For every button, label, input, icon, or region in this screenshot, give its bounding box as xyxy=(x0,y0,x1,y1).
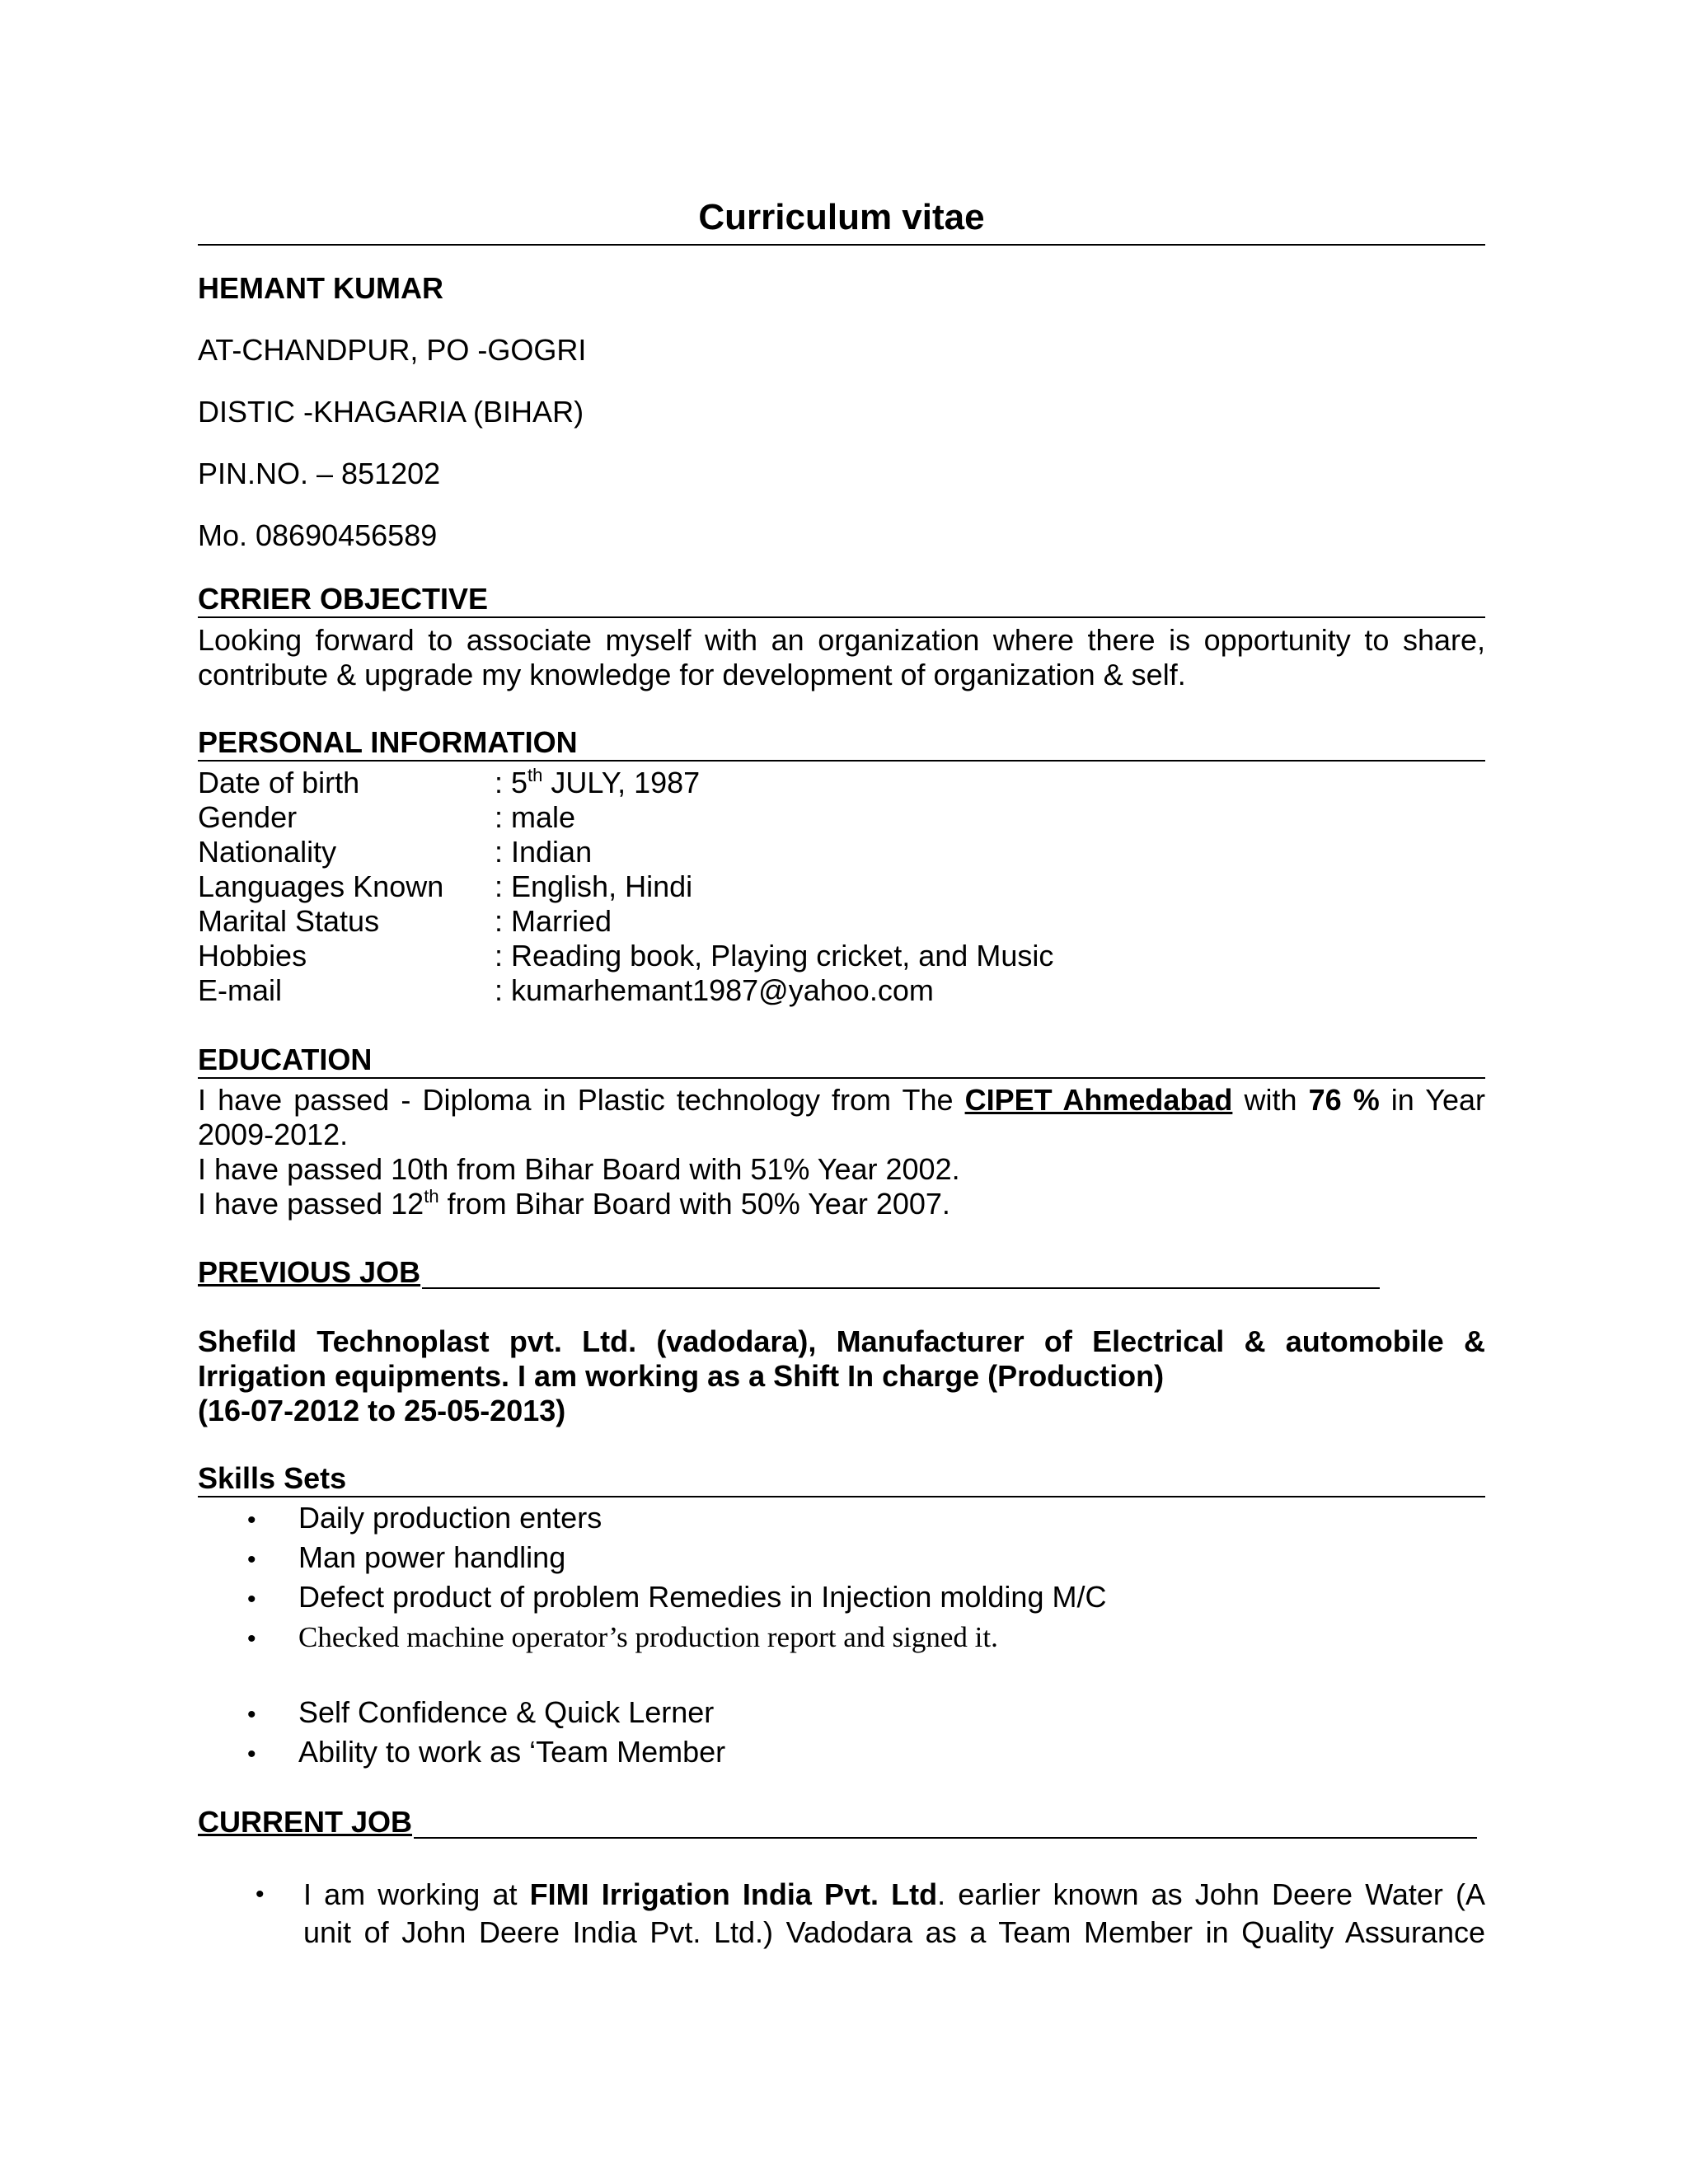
current-job-heading: CURRENT JOB xyxy=(198,1805,413,1839)
personal-row xyxy=(198,869,692,904)
diploma-with: with xyxy=(1232,1083,1309,1117)
current-job-rule xyxy=(414,1837,1477,1839)
address-line-2: DISTIC -KHAGARIA (BIHAR) xyxy=(198,395,584,429)
twelfth-suffix: from Bihar Board with 50% Year 2007. xyxy=(438,1187,950,1221)
objective-text: Looking forward to associate myself with an organization where there is opportunity to share, contribute & upgrade my knowledge for development of organization & self. xyxy=(198,623,1485,691)
education-tenth: I have passed 10th from Bihar Board with 51% Year 2002. xyxy=(198,1152,960,1186)
twelfth-sup: th xyxy=(424,1186,439,1207)
personal-info-heading: PERSONAL INFORMATION xyxy=(198,725,1485,762)
personal-label: Marital Status xyxy=(198,904,380,938)
personal-row xyxy=(198,973,934,1008)
dob-value-sup: th xyxy=(528,765,543,785)
dob-value-prefix: : 5 xyxy=(495,766,528,799)
candidate-name: HEMANT KUMAR xyxy=(198,271,443,305)
skill-text: Man power handling xyxy=(298,1540,566,1574)
previous-job-line-2: Irrigation equipments. I am working as a Shift In charge (Production) xyxy=(198,1359,1165,1393)
skill-text: Self Confidence & Quick Lerner xyxy=(298,1695,715,1729)
dob-label: Date of birth xyxy=(198,766,360,799)
current-job-prefix: I am working at xyxy=(303,1877,530,1911)
personal-label: Hobbies xyxy=(198,939,307,972)
personal-value: : Married xyxy=(495,904,612,938)
list-item xyxy=(247,1498,602,1540)
skill-text: Checked machine operator’s production report and signed it. xyxy=(298,1621,998,1653)
education-heading: EDUCATION xyxy=(198,1043,1485,1079)
address-line-1: AT-CHANDPUR, PO -GOGRI xyxy=(198,333,587,367)
diploma-percent: 76 % xyxy=(1308,1083,1380,1117)
pin-code: PIN.NO. – 851202 xyxy=(198,457,441,490)
diploma-suffix: in Year xyxy=(1379,1083,1485,1117)
current-job-line1-suffix: . earlier known as John Deere Water (A xyxy=(937,1877,1486,1911)
previous-job-line-1: Shefild Technoplast pvt. Ltd. (vadodara), Manufacturer of Electrical & automobile & xyxy=(198,1324,1485,1358)
personal-value: : English, Hindi xyxy=(495,869,693,903)
mobile-number: Mo. 08690456589 xyxy=(198,518,438,552)
personal-row xyxy=(198,835,592,869)
bullet-icon: • xyxy=(247,1741,256,1768)
personal-label: Nationality xyxy=(198,835,337,869)
personal-row xyxy=(198,939,1053,973)
education-diploma-years: 2009-2012. xyxy=(198,1118,349,1151)
personal-row xyxy=(198,800,575,835)
previous-job-rule xyxy=(422,1287,1380,1289)
personal-row-dob xyxy=(198,766,700,800)
skill-text: Defect product of problem Remedies in Injection molding M/C xyxy=(298,1580,1107,1614)
personal-row xyxy=(198,904,612,939)
bullet-icon: • xyxy=(247,1701,256,1728)
skill-text: Ability to work as ‘Team Member xyxy=(298,1735,726,1769)
bullet-icon: • xyxy=(247,1625,256,1652)
email-link[interactable]: : kumarhemant1987@yahoo.com xyxy=(495,973,934,1007)
current-job-line-1 xyxy=(303,1876,1485,1914)
bullet-icon: • xyxy=(247,1586,256,1613)
personal-value: : male xyxy=(495,800,576,834)
twelfth-prefix: I have passed 12 xyxy=(198,1187,424,1221)
diploma-prefix: I have passed - Diploma in Plastic technology from The xyxy=(198,1083,965,1117)
personal-value: : Indian xyxy=(495,835,593,869)
document-title: Curriculum vitae xyxy=(198,191,1485,246)
previous-job-heading: PREVIOUS JOB xyxy=(198,1255,421,1289)
list-item xyxy=(247,1617,998,1659)
skill-text: Daily production enters xyxy=(298,1501,603,1535)
list-item xyxy=(247,1538,565,1580)
current-job-line-2: unit of John Deere India Pvt. Ltd.) Vadodara as a Team Member in Quality Assurance xyxy=(303,1915,1485,1949)
list-item xyxy=(247,1693,714,1735)
education-diploma-line xyxy=(198,1083,1485,1118)
list-item xyxy=(247,1577,1106,1619)
bullet-icon: • xyxy=(247,1546,256,1573)
bullet-icon: • xyxy=(256,1881,265,1908)
personal-label: Languages Known xyxy=(198,869,444,903)
objective-heading: CRRIER OBJECTIVE xyxy=(198,582,1485,618)
personal-value: : Reading book, Playing cricket, and Music xyxy=(495,939,1054,972)
bullet-icon: • xyxy=(247,1507,256,1534)
previous-job-heading-row xyxy=(198,1255,1380,1290)
current-job-heading-row xyxy=(198,1805,412,1840)
list-item xyxy=(247,1732,725,1774)
education-twelfth xyxy=(198,1187,950,1221)
personal-label: E-mail xyxy=(198,973,283,1007)
diploma-institute: CIPET Ahmedabad xyxy=(964,1083,1233,1117)
previous-job-line-3: (16-07-2012 to 25-05-2013) xyxy=(198,1394,566,1427)
personal-label: Gender xyxy=(198,800,298,834)
skills-heading: Skills Sets xyxy=(198,1461,1485,1497)
current-job-company: FIMI Irrigation India Pvt. Ltd xyxy=(529,1877,938,1911)
dob-value-suffix: JULY, 1987 xyxy=(542,766,701,799)
